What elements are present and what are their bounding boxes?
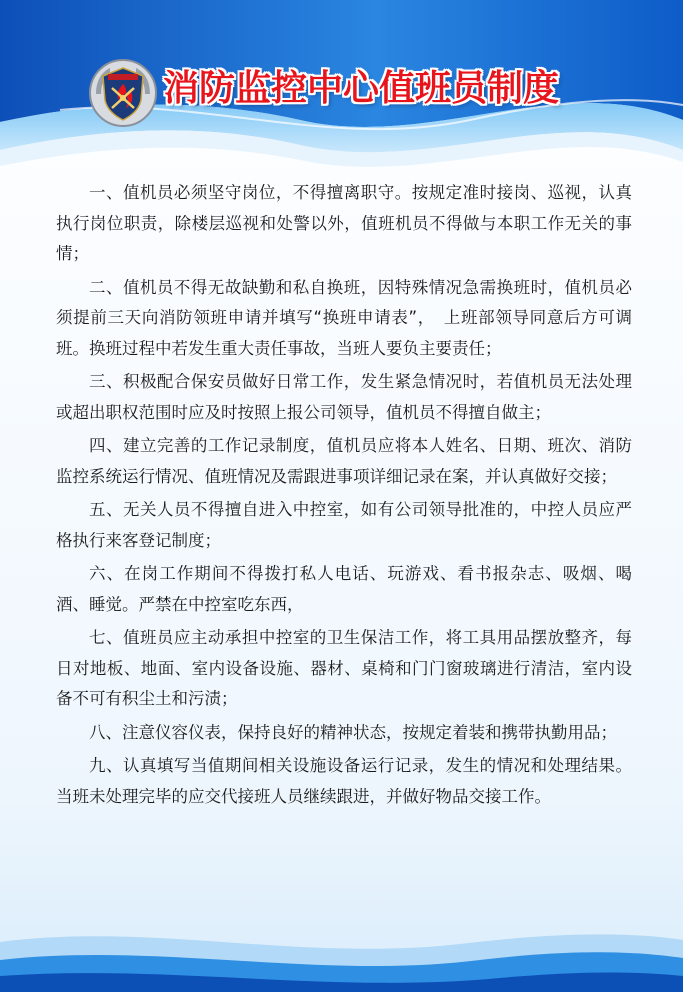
regulation-item: 五、无关人员不得擅自进入中控室，如有公司领导批准的，中控人员应严格执行来客登记制度； [56,500,632,550]
regulation-item: 一、值机员必须坚守岗位，不得擅离职守。按规定准时接岗、巡视，认真执行岗位职责，除楼层巡视和处警以外，值班机员不得做与本职工作无关的事情； [56,183,632,263]
regulation-item: 四、建立完善的工作记录制度，值机员应将本人姓名、日期、班次、消防监控系统运行情况、值班情况及需跟进事项详细记录在案，并认真做好交接； [56,436,632,486]
regulation-item: 八、注意仪容仪表，保持良好的精神状态，按规定着装和携带执勤用品； [89,722,617,742]
regulation-item: 三、积极配合保安员做好日常工作，发生紧急情况时，若值机员无法处理或超出职权范围时应及时按照上报公司领导，值机员不得擅自做主； [56,372,632,422]
page-title: 消防监控中心值班员制度 [163,67,560,109]
regulation-item: 七、值班员应主动承担中控室的卫生保洁工作，将工具用品摆放整齐，每日对地板、地面、室内设备设施、器材、桌椅和门门窗玻璃进行清洁，室内设备不可有积尘土和污渍； [56,628,632,708]
footer-wave-background [0,902,683,992]
regulation-item: 九、认真填写当值期间相关设施设备运行记录，发生的情况和处理结果。当班未处理完毕的应交代接班人员继续跟进，并做好物品交接工作。 [56,756,632,806]
regulation-item: 六、在岗工作期间不得拨打私人电话、玩游戏、看书报杂志、吸烟、喝酒、睡觉。严禁在中控室吃东西， [56,564,632,614]
regulation-body [56,178,632,815]
fire-rescue-emblem-icon [88,58,158,128]
regulation-item: 二、值机员不得无故缺勤和私自换班，因特殊情况急需换班时，值机员必须提前三天向消防领班申请并填写“换班申请表”， 上班部领导同意后方可调班。换班过程中若发生重大责任事故，当班人要负主要责任； [56,277,632,358]
